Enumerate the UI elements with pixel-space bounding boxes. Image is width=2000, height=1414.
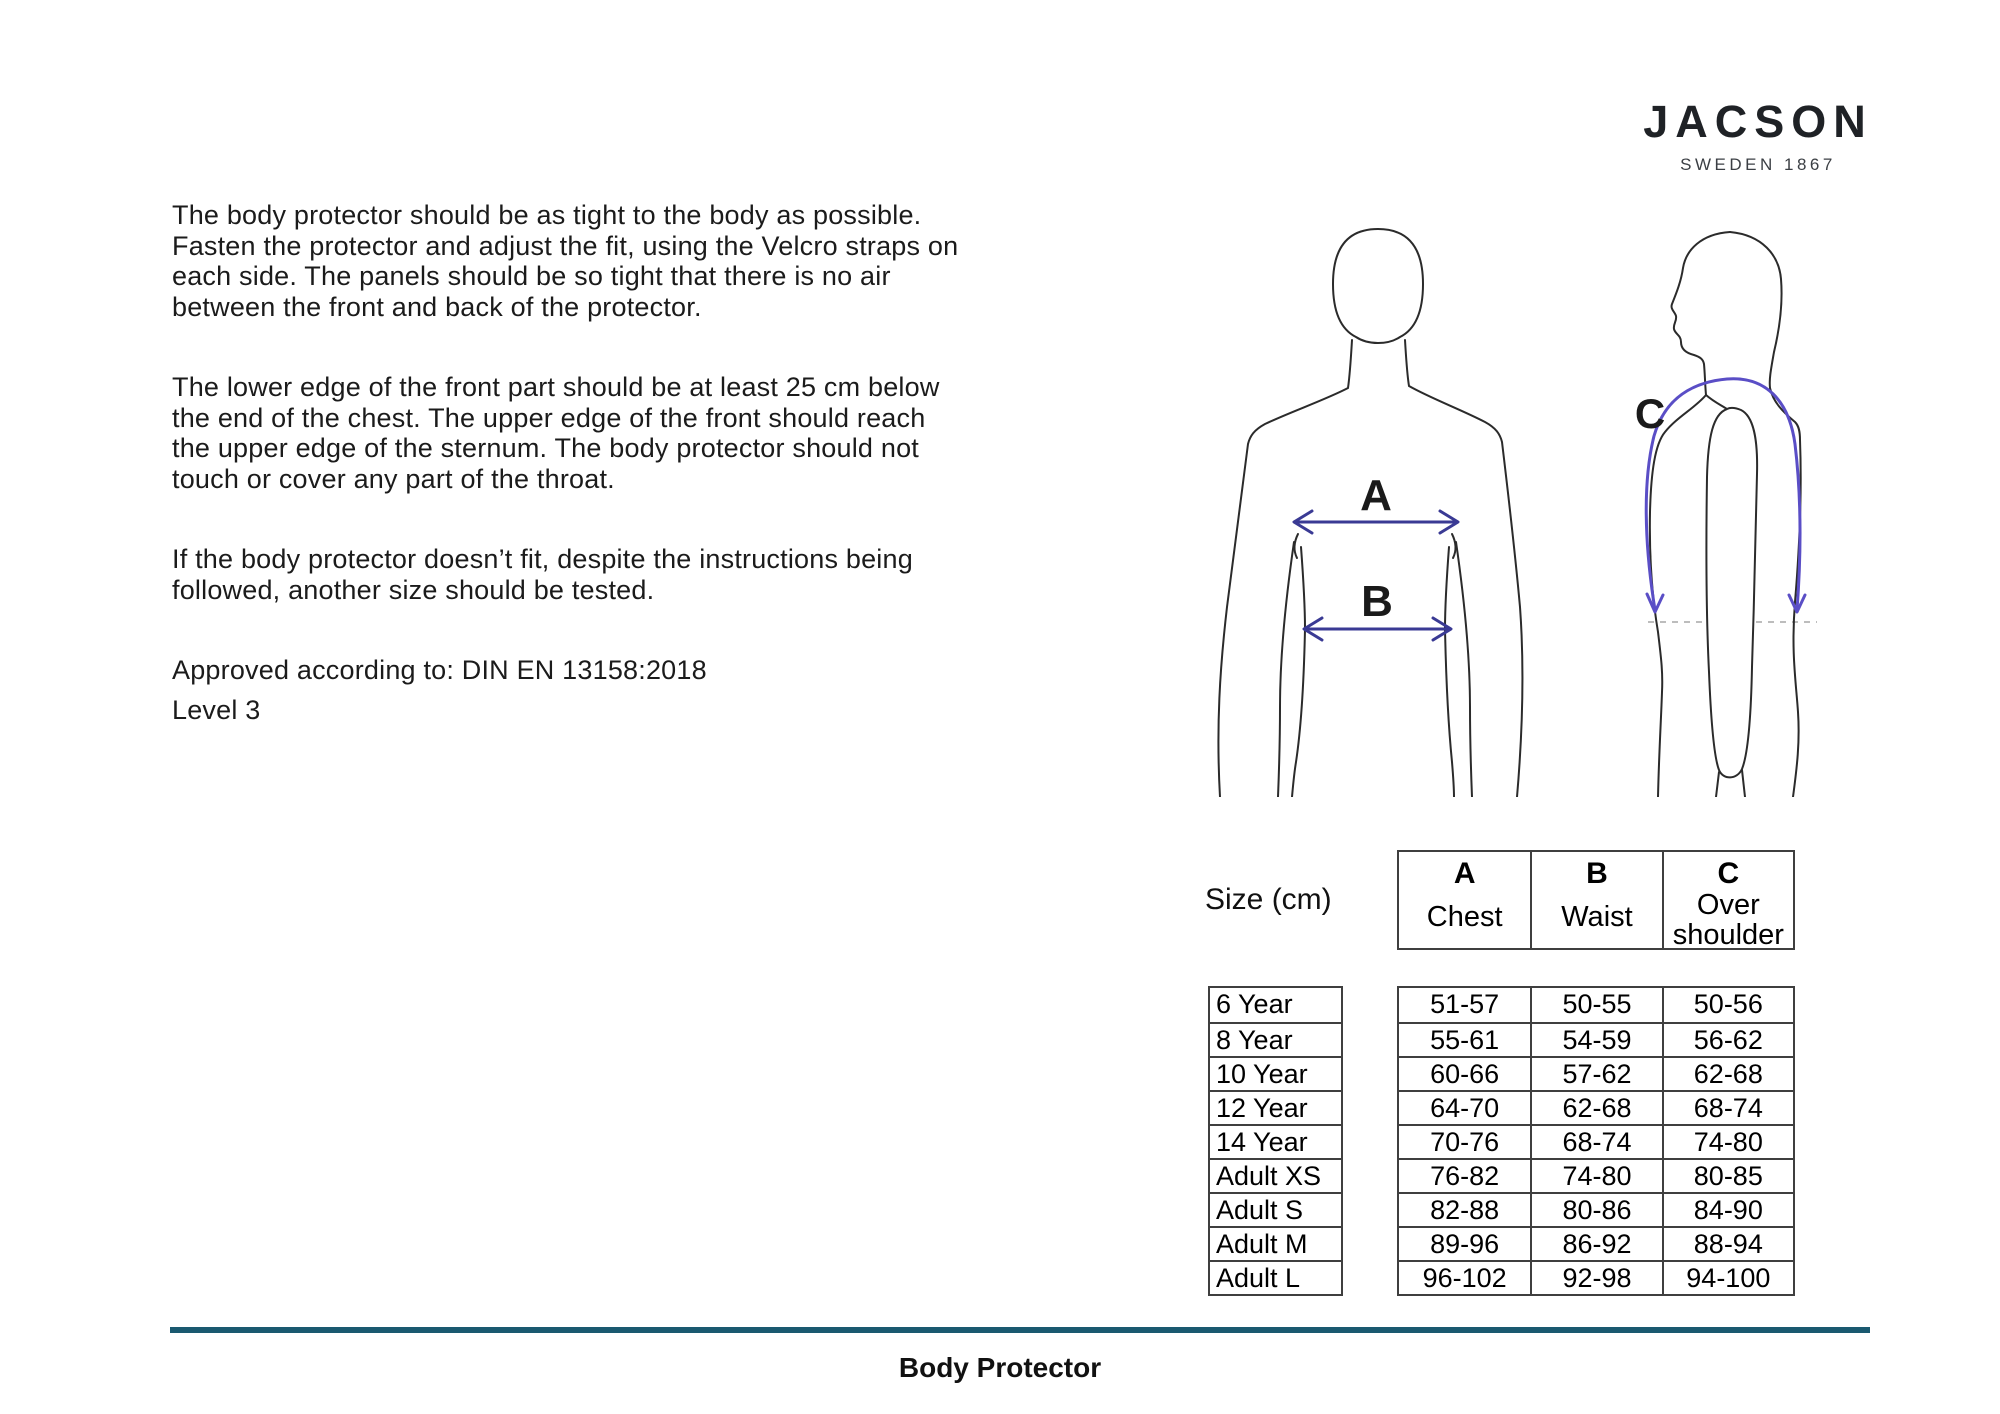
size-row-label: 8 Year [1210, 1022, 1341, 1056]
measurement-cell-waist: 54-59 [1530, 1022, 1661, 1056]
measurement-cell-waist: 62-68 [1530, 1090, 1661, 1124]
header-cell-waist [1530, 852, 1661, 948]
measurement-cell-chest: 89-96 [1399, 1226, 1530, 1260]
size-row-label: Adult M [1210, 1226, 1341, 1260]
measurement-cell-over_shoulder: 84-90 [1662, 1192, 1793, 1226]
measurement-cell-waist: 80-86 [1530, 1192, 1661, 1226]
footer-title: Body Protector [898, 1352, 1102, 1383]
instruction-paragraph-fit: The body protector should be as tight to the body as possible. Fasten the protector and adjust the fit, using the Velcro straps on each side. The panels should be so tight that there is no air between the front and back of the protector. [172, 200, 959, 322]
size-name-column [1208, 986, 1343, 1296]
measurement-cell-over_shoulder: 94-100 [1662, 1260, 1793, 1294]
header-letter-c: C [1717, 857, 1740, 890]
measurement-cell-waist: 57-62 [1530, 1056, 1661, 1090]
measurement-cell-waist: 50-55 [1530, 988, 1661, 1022]
size-row-label: 6 Year [1216, 989, 1293, 1019]
size-row-label: Adult XS [1210, 1158, 1341, 1192]
brand-logo [1640, 96, 1876, 175]
measurement-cell-over_shoulder: 80-85 [1662, 1158, 1793, 1192]
measurement-cell-chest: 64-70 [1399, 1090, 1530, 1124]
size-row-label: 14 Year [1210, 1124, 1341, 1158]
measurement-cell-over_shoulder: 68-74 [1662, 1090, 1793, 1124]
header-name-over-shoulder: Over shoulder [1672, 889, 1784, 948]
measurement-cell-chest: 82-88 [1399, 1192, 1530, 1226]
measurement-cell-over_shoulder: 62-68 [1662, 1056, 1793, 1090]
instruction-paragraph-resize: If the body protector doesn’t fit, despite the instructions being followed, another size should be tested. [172, 544, 913, 605]
measurement-cell-waist: 68-74 [1530, 1124, 1661, 1158]
measurement-cell-chest: 51-57 [1430, 989, 1500, 1019]
header-letter-b: B [1586, 857, 1608, 890]
measurement-cell-waist: 92-98 [1530, 1260, 1661, 1294]
header-cell-chest [1399, 852, 1530, 948]
size-table-caption: Size (cm) [1205, 883, 1332, 916]
header-cell-over-shoulder [1662, 852, 1793, 948]
size-row-label: Adult L [1210, 1260, 1341, 1294]
measurement-grid [1397, 986, 1795, 1296]
accent-rule [170, 1327, 1870, 1333]
measurement-cell-waist: 74-80 [1530, 1158, 1661, 1192]
brand-name: JACSON [1643, 96, 1873, 147]
measurement-cell-chest: 70-76 [1399, 1124, 1530, 1158]
instructions-block [172, 200, 967, 725]
front-body-diagram [1190, 212, 1525, 797]
header-letter-a: A [1453, 857, 1476, 890]
measurement-cell-chest: 96-102 [1399, 1260, 1530, 1294]
size-row-label: 12 Year [1210, 1090, 1341, 1124]
header-name-chest: Chest [1426, 901, 1503, 933]
side-body-outline [1650, 232, 1801, 797]
measurement-cell-chest: 60-66 [1399, 1056, 1530, 1090]
size-row-label: Adult S [1210, 1192, 1341, 1226]
measurement-cell-over_shoulder: 50-56 [1662, 988, 1793, 1022]
measure-label-a: A [1360, 471, 1392, 520]
approval-standard-text: Approved according to: DIN EN 13158:2018 [172, 655, 707, 685]
side-body-diagram [1615, 212, 1830, 797]
measure-label-c: C [1634, 390, 1666, 437]
size-table-header [1397, 850, 1795, 950]
measurement-cell-chest: 55-61 [1399, 1022, 1530, 1056]
measurement-cell-over_shoulder: 74-80 [1662, 1124, 1793, 1158]
protection-level-text: Level 3 [172, 694, 261, 725]
header-name-waist: Waist [1561, 901, 1633, 933]
brand-tagline: SWEDEN 1867 [1680, 155, 1836, 174]
instruction-paragraph-edges: The lower edge of the front part should be at least 25 cm below the end of the chest. The upper edge of the front should reach the upper edge of the sternum. The body protector should not touch or cover any part of the throat. [172, 372, 940, 494]
measurement-cell-chest: 76-82 [1399, 1158, 1530, 1192]
measure-label-b: B [1361, 577, 1393, 626]
size-row-label: 10 Year [1210, 1056, 1341, 1090]
measurement-cell-waist: 86-92 [1530, 1226, 1661, 1260]
measurement-cell-over_shoulder: 88-94 [1662, 1226, 1793, 1260]
measurement-cell-over_shoulder: 56-62 [1662, 1022, 1793, 1056]
